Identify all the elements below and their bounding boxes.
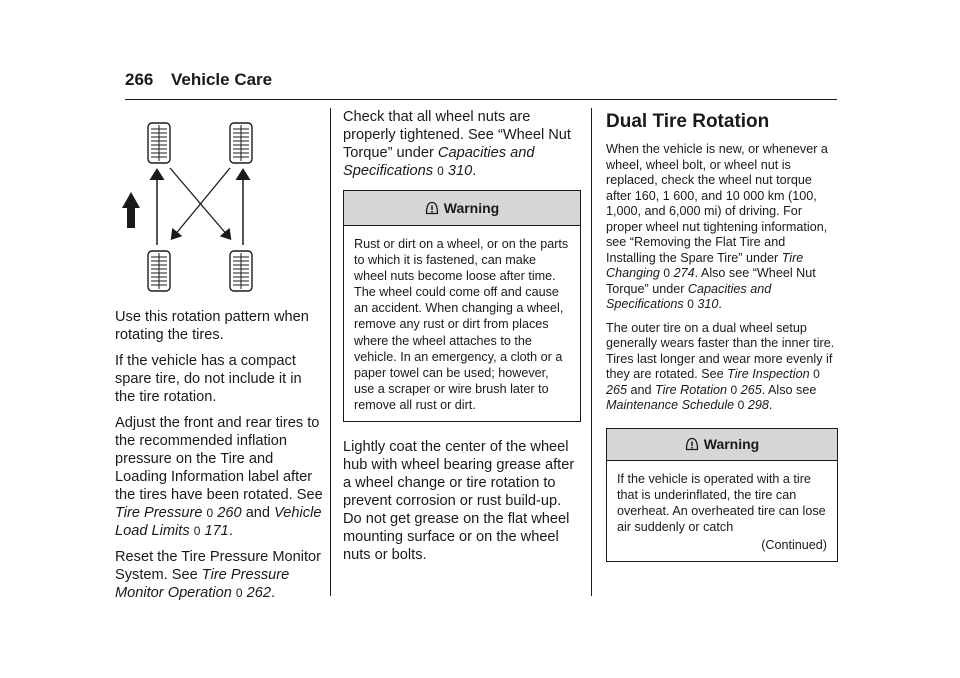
link-maintenance-schedule[interactable]: Maintenance Schedule [606,398,735,412]
link-capacities-specs[interactable]: Capacities and Specifications [343,145,535,179]
link-tire-changing[interactable]: Tire Changing [606,250,804,280]
link-capacities-specs[interactable]: Capacities and Specifications [606,281,772,311]
tire-front-left [148,123,170,163]
tire-rear-right [230,251,252,291]
column-2 [343,108,581,572]
ref-arrow-icon: 0 [737,398,745,412]
ref-arrow-icon: 0 [235,586,243,600]
warning-body-rust: Rust or dirt on a wheel, or on the parts to which it is fastened, can make wheel nuts become loose after time. The wheel could come off and cause an accident. When changing a wheel, remove any rust or dirt from places where the wheel attaches to the vehicle. In an emergency, a cloth or a paper towel can be used; however, use a scraper or wire brush later to remove all rust or dirt. [354,237,569,412]
ref-arrow-icon: 0 [687,297,694,311]
ref-arrow-icon: 0 [730,382,738,397]
paragraph-coat-hub: Lightly coat the center of the wheel hub with wheel bearing grease after a wheel change or tire rotation to prevent corrosion or rust build-up. Do not get grease on the flat wheel mounting surface or on the wheel nuts or bolts. [343,439,575,564]
link-vehicle-load-limits[interactable]: Vehicle Load Limits [115,505,322,539]
paragraph-outer-tire-wear: The outer tire on a dual wheel setup generally wears faster than the inner tire. Tires last longer and wear more evenly if they are rotated. See Tire Inspection 0 265 and Tire Rotation 0 265. Also see Maintenance Schedule 0 298. [606,320,835,412]
page-number: 266 [125,70,154,89]
warning-box-rust [343,190,581,422]
tire-rotation-diagram-icon [118,118,278,296]
paragraph-compact-spare: If the vehicle has a compact spare tire, do not include it in the tire rotation. [115,353,302,405]
column-3 [606,108,838,578]
warning-box-underinflated [606,428,838,563]
warning-header: Warning [344,191,580,226]
tire-rear-left [148,251,170,291]
tire-front-right [230,123,252,163]
front-direction-arrow-icon [122,192,140,228]
heading-dual-tire-rotation: Dual Tire Rotation [606,111,770,132]
paragraph-rotation-pattern: Use this rotation pattern when rotating the tires. [115,309,309,343]
warning-triangle-icon [685,437,699,451]
link-tpms-operation[interactable]: Tire Pressure Monitor Operation [115,567,290,601]
warning-body-underinflated: If the vehicle is operated with a tire that is underinflated, the tire can overheat. An overheated tire can lose air suddenly or catch (Continued) [617,472,827,553]
ref-arrow-icon: 0 [206,506,214,520]
ref-arrow-icon: 0 [813,367,820,381]
paragraph-reset-tpms: Reset the Tire Pressure Monitor System. See Tire Pressure Monitor Operation 0 262. [115,549,322,601]
section-title: Vehicle Care [171,70,273,89]
ref-arrow-icon: 0 [437,164,444,178]
warning-header: Warning [607,429,837,462]
header-rule [125,99,837,100]
continued-label: (Continued) [761,538,827,553]
column-divider-left [330,108,331,596]
link-tire-inspection[interactable]: Tire Inspection [727,367,810,381]
ref-arrow-icon: 0 [663,266,671,280]
ref-arrow-icon: 0 [193,524,201,538]
link-tire-rotation[interactable]: Tire Rotation [655,382,728,397]
paragraph-check-torque: When the vehicle is new, or whenever a wheel, wheel bolt, or wheel nut is replaced, check the wheel nut torque after 160, 1 600, and 10 000 km (100, 1,000, and 6,000 mi) of driving. For proper wheel nut tightening information, see “Removing the Flat Tire and Installing the Spare Tire” under Tire Changing 0 274. Also see “Wheel Nut Torque” under Capacities and Specifications 0 310. [606,142,828,311]
paragraph-check-wheel-nuts: Check that all wheel nuts are properly tightened. See “Wheel Nut Torque” under Capacities and Specifications 0 310. [343,109,571,179]
column-1 [115,308,325,610]
link-tire-pressure[interactable]: Tire Pressure [115,505,203,521]
warning-triangle-icon [425,201,439,215]
paragraph-adjust-pressure: Adjust the front and rear tires to the recommended inflation pressure on the Tire and Loading Information label after the tires have been rotated. See Tire Pressure 0 260 and Vehicle Load Limits 0 171. [115,415,323,539]
column-divider-right [591,108,592,596]
